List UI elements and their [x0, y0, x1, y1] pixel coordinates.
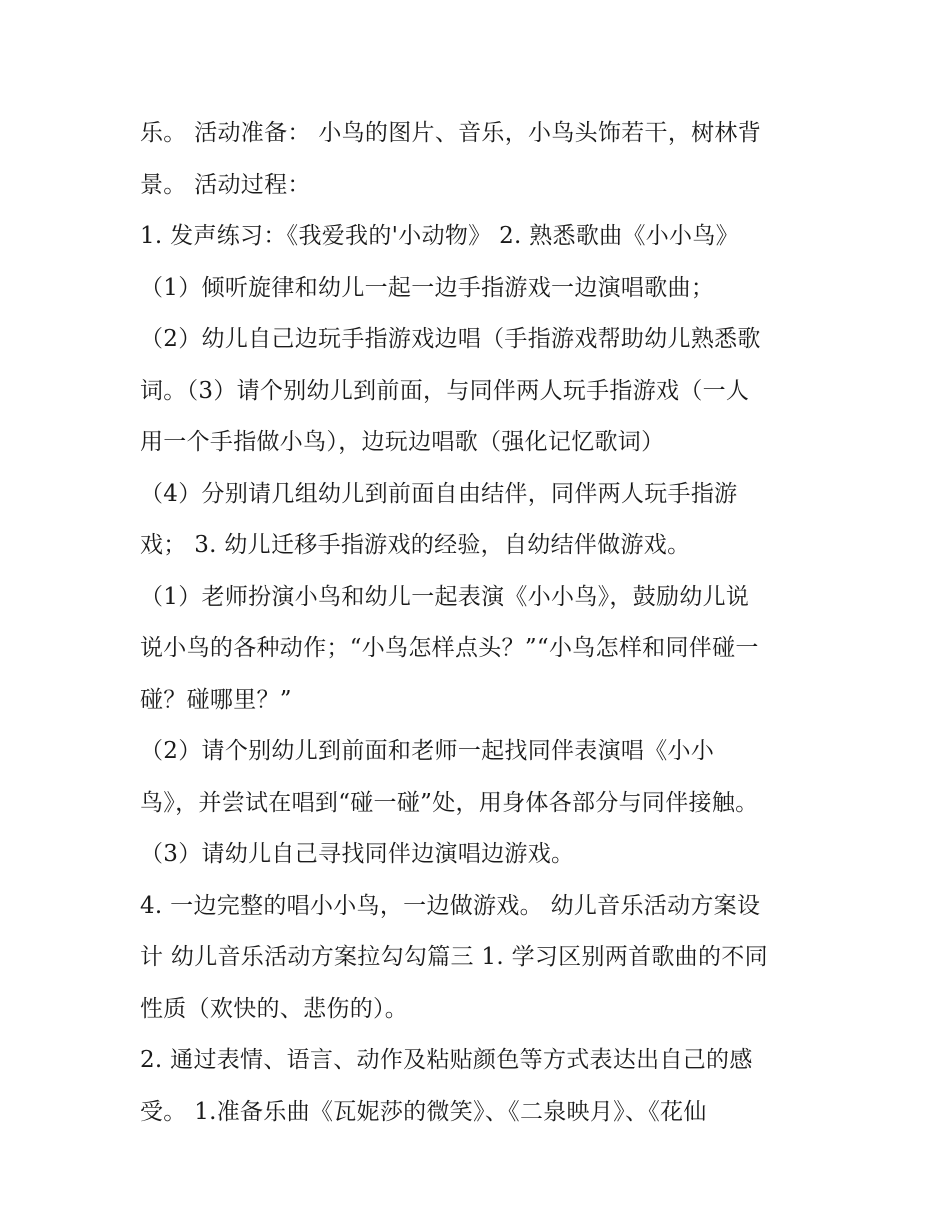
document-body	[140, 108, 820, 1138]
text-line: 用一个手指做小鸟），边玩边唱歌（强化记忆歌词）	[140, 429, 665, 455]
text-line: 乐。 活动准备： 小鸟的图片、音乐，小鸟头饰若干，树林背	[140, 120, 762, 146]
text-line: （2）幼儿自己边玩手指游戏边唱（手指游戏帮助幼儿熟悉歌	[140, 326, 761, 352]
text-line: （2）请个别幼儿到前面和老师一起找同伴表演唱《小小	[140, 738, 715, 764]
text-line: 说小鸟的各种动作；“小鸟怎样点头？”“小鸟怎样和同伴碰一	[140, 635, 759, 661]
text-line: （4）分别请几组幼儿到前面自由结伴，同伴两人玩手指游	[140, 480, 738, 507]
text-line: 词。（3）请个别幼儿到前面，与同伴两人玩手指游戏（一人	[140, 377, 750, 404]
text-line: （1）倾听旋律和幼儿一起一边手指游戏一边演唱歌曲；	[140, 274, 715, 301]
text-line: 鸟》，并尝试在唱到“碰一碰”处，用身体各部分与同伴接触。	[140, 789, 759, 816]
text-line: 1. 发声练习：《我爱我的'小动物》 2. 熟悉歌曲《小小鸟》	[140, 223, 739, 249]
text-line: 计 幼儿音乐活动方案拉勾勾篇三 1. 学习区别两首歌曲的不同	[140, 944, 768, 970]
text-line: 性质（欢快的、悲伤的）。	[140, 995, 409, 1022]
text-line: 2. 通过表情、语言、动作及粘贴颜色等方式表达出自己的感	[140, 1047, 753, 1073]
text-line: （1）老师扮演小鸟和幼儿一起表演《小小鸟》，鼓励幼儿说	[140, 583, 750, 610]
text-line: 受。 1.准备乐曲《瓦妮莎的微笑》、《二泉映月》、《花仙	[140, 1098, 707, 1125]
text-line: 戏； 3. 幼儿迁移手指游戏的经验，自幼结伴做游戏。	[140, 532, 691, 558]
text-line: 碰？碰哪里？”	[140, 686, 292, 713]
text-line: 4. 一边完整的唱小小鸟，一边做游戏。 幼儿音乐活动方案设	[140, 892, 761, 919]
text-line: 景。 活动过程：	[140, 171, 311, 198]
text-line: （3）请幼儿自己寻找同伴边演唱边游戏。	[140, 841, 575, 867]
